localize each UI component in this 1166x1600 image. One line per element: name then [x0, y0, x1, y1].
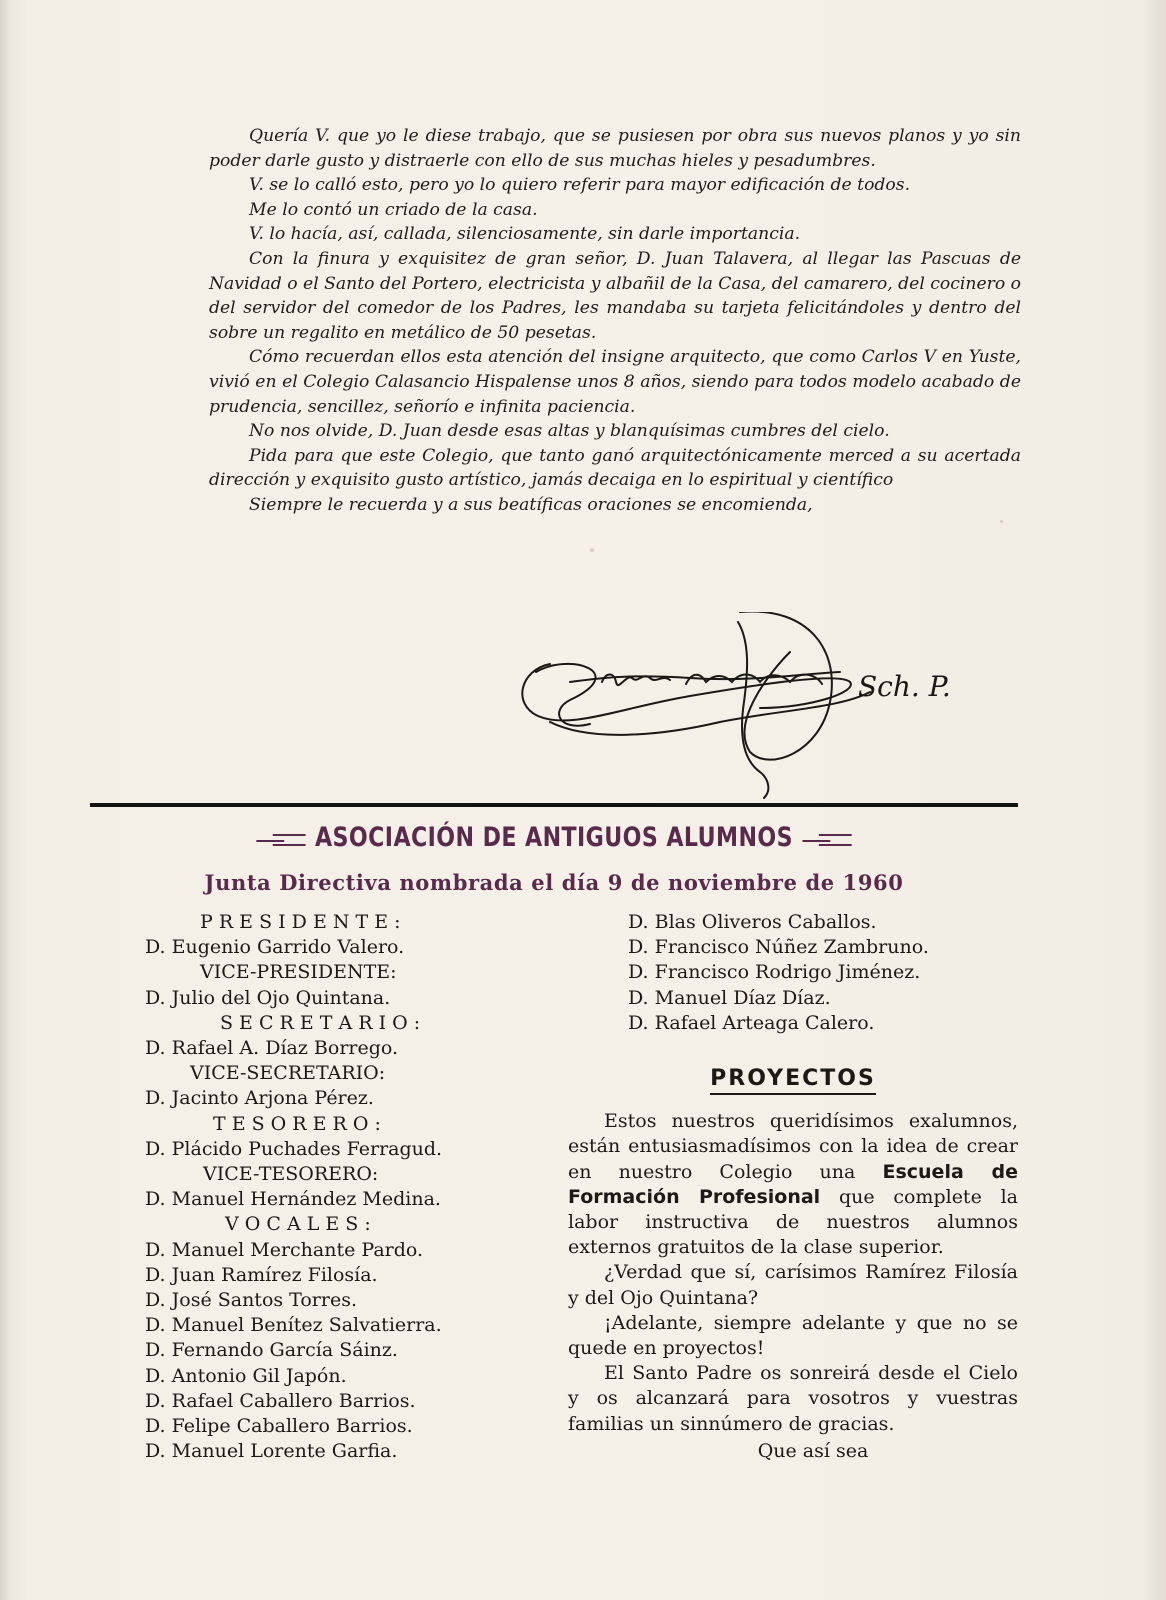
section-divider: [90, 803, 1018, 807]
board-role: T E S O R E R O :: [213, 1112, 381, 1135]
board-role: P R E S I D E N T E :: [200, 911, 401, 933]
vocal-member: D. Francisco Rodrigo Jiménez.: [628, 961, 921, 984]
letter-paragraph: Con la finura y exquisitez de gran señor, D. Juan Talavera, al llegar las Pascuas de Navidad o el Santo del Portero, electricista y albañil de la Casa, del camarero, del cocinero o del servidor del comedor de los Padres, les mandaba su tarjeta felicitándoles y dentro del sobre un regalito en metálico de 50 pesetas.: [209, 248, 1021, 343]
letter-paragraph: Pida para que este Colegio, que tanto ganó arquitectónicamente merced a su acertada dirección y exquisito gusto artístico, jamás decaiga en lo espiritual y científico: [209, 445, 1021, 491]
vocal-member: D. Antonio Gil Japón.: [145, 1364, 347, 1387]
vocal-member: D. Manuel Benítez Salvatierra.: [145, 1314, 442, 1337]
letter-body: [209, 124, 1021, 518]
decorative-lines-icon: [803, 831, 852, 847]
projects-paragraph: [568, 1109, 1018, 1260]
board-role: VICE-PRESIDENTE:: [200, 961, 397, 984]
board-member: D. Manuel Hernández Medina.: [145, 1188, 441, 1211]
vocal-member: D. Fernando García Sáinz.: [145, 1339, 398, 1362]
vocal-member: D. Juan Ramírez Filosía.: [145, 1263, 378, 1286]
projects-paragraph: ¡Adelante, siempre adelante y que no se quede en proyectos!: [568, 1311, 1018, 1360]
association-title-text: ASOCIACIÓN DE ANTIGUOS ALUMNOS: [315, 822, 793, 853]
board-role: VICE-SECRETARIO:: [190, 1062, 386, 1085]
vocal-member: D. Blas Oliveros Caballos.: [628, 911, 877, 933]
projects-paragraph: El Santo Padre os sonreirá desde el Cielo y os alcanzará para vosotros y vuestras familias un sinnúmero de gracias.: [568, 1362, 1018, 1435]
projects-text: [568, 1109, 1018, 1464]
projects-heading-text: PROYECTOS: [710, 1066, 876, 1095]
letter-paragraph: Quería V. que yo le diese trabajo, que se pusiesen por obra sus nuevos planos y yo sin poder darle gusto y distraerle con ello de sus muchas hieles y pesadumbres.: [209, 126, 1021, 171]
vocal-member: D. Manuel Merchante Pardo.: [145, 1238, 424, 1261]
board-role: S E C R E T A R I O :: [220, 1011, 421, 1034]
signature-suffix: Sch. P.: [858, 670, 951, 703]
association-subtitle: Junta Directiva nombrada el día 9 de noviembre de 1960: [204, 870, 904, 895]
letter-paragraph: Cómo recuerdan ellos esta atención del insigne arquitecto, que como Carlos V en Yuste, vivió en el Colegio Calasancio Hispalense unos 8 años, siendo para todos modelo acabado de prudencia, sencillez, señorío e infinita paciencia.: [209, 347, 1021, 417]
projects-text-part: que complete la labor instructiva de nuestros alumnos externos gratuitos de la clase superior.: [568, 1185, 1018, 1259]
board-role: VICE-TESORERO:: [203, 1163, 379, 1186]
association-title: [174, 822, 935, 853]
vocal-member: D. José Santos Torres.: [145, 1289, 358, 1312]
vocales-label: V O C A L E S :: [225, 1213, 371, 1236]
board-member: D. Julio del Ojo Quintana.: [145, 986, 391, 1009]
letter-paragraph: No nos olvide, D. Juan desde esas altas y blanquísimas cumbres del cielo.: [249, 421, 890, 442]
letter-paragraph: Siempre le recuerda y a sus beatíficas oraciones se encomienda,: [249, 494, 813, 515]
closing-line: Que así sea: [757, 1439, 869, 1462]
vocal-member: D. Rafael Arteaga Calero.: [628, 1011, 875, 1034]
letter-paragraph: Me lo contó un criado de la casa.: [249, 199, 538, 220]
right-column: [568, 910, 1018, 1464]
vocal-member: D. Francisco Núñez Zambruno.: [628, 936, 929, 959]
projects-highlight: Escuela de Formación Profesional: [568, 1160, 1018, 1208]
board-member: D. Plácido Puchades Ferragud.: [145, 1137, 443, 1160]
decorative-lines-icon: [256, 831, 305, 847]
board-member: D. Jacinto Arjona Pérez.: [145, 1087, 374, 1110]
paper-spot: [590, 548, 594, 552]
projects-text-part: Estos nuestros queridísimos exalumnos, están entusiasmadísimos con la idea de crear en nuestro Colegio una: [568, 1110, 1018, 1183]
board-member: D. Eugenio Garrido Valero.: [145, 936, 405, 959]
handwritten-signature: [510, 612, 990, 802]
vocal-member: D. Manuel Lorente Garfia.: [145, 1440, 398, 1463]
paper-spot: [1000, 520, 1003, 523]
vocal-member: D. Felipe Caballero Barrios.: [145, 1415, 413, 1438]
board-member: D. Rafael A. Díaz Borrego.: [145, 1037, 399, 1060]
vocal-member: D. Manuel Díaz Díaz.: [628, 986, 831, 1009]
board-list: [145, 910, 545, 1464]
projects-heading: [568, 1066, 1018, 1091]
vocal-member: D. Rafael Caballero Barrios.: [145, 1389, 416, 1412]
projects-paragraph: ¿Verdad que sí, carísimos Ramírez Filosía y del Ojo Quintana?: [568, 1261, 1018, 1309]
letter-paragraph: V. lo hacía, así, callada, silenciosamente, sin darle importancia.: [249, 224, 801, 245]
letter-paragraph: V. se lo calló esto, pero yo lo quiero referir para mayor edificación de todos.: [249, 175, 911, 196]
